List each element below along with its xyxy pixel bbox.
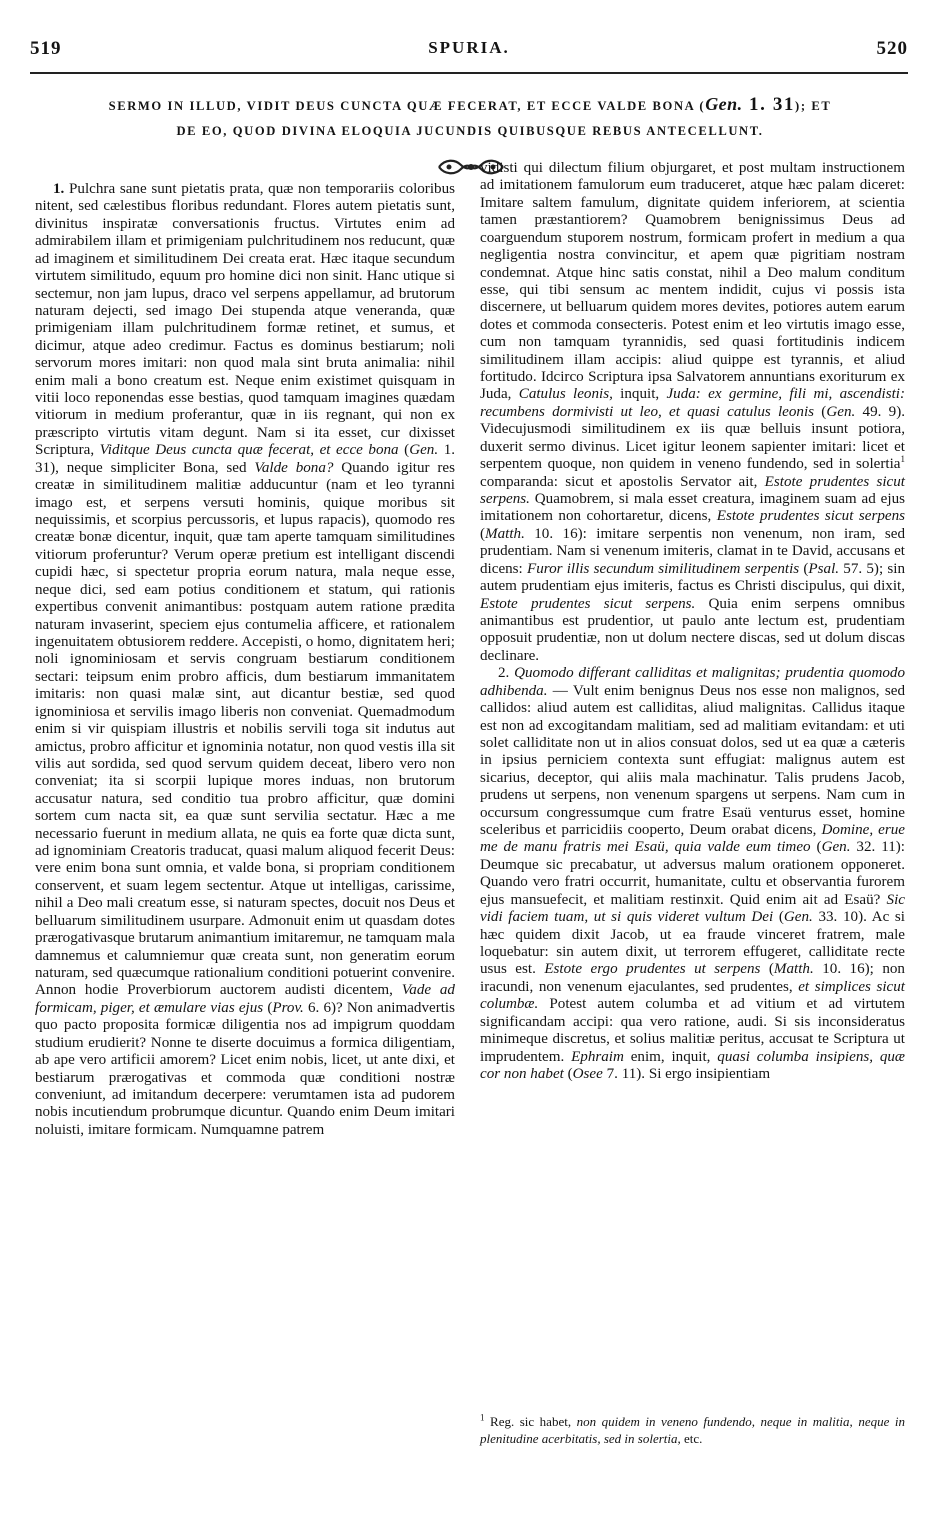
scripture-ref: Matth. <box>485 525 525 542</box>
title-line-2: DE EO, QUOD DIVINA ELOQUIA JUCUNDIS QUIBUSQUE REBUS ANTECELLUNT. <box>176 124 764 138</box>
sermon-title <box>32 92 908 144</box>
paragraph-number: 2. <box>498 665 510 682</box>
scripture-ref: Gen. <box>783 909 813 926</box>
scripture-ref: Gen. <box>821 839 851 856</box>
section-heading: Quomodo differant calliditas et malignitas; prudentia quomodo adhibenda. <box>480 665 905 699</box>
scripture-ref: Prov. <box>272 999 304 1016</box>
scripture-quote: Estote prudentes sicut serpens. <box>480 473 905 508</box>
title-ref-book: Gen. <box>705 94 743 114</box>
scripture-quote: Catulus leonis, <box>518 386 613 403</box>
scripture-quote: quasi columba insipiens, quæ cor non habet <box>480 1048 905 1082</box>
scripture-ref: Gen. <box>409 442 439 459</box>
running-title: SPURIA. <box>428 38 510 57</box>
scripture-quote: Viditque Deus cuncta quæ fecerat, et ecce bona <box>99 442 399 459</box>
paragraph-1: 1. Pulchra sane sunt pietatis prata, quæ non temporariis coloribus nitent, sed cælestibus floribus redundant. Flores autem pietatis sunt, divinitus inspiratæ conversationis fructus. Virtutes enim ad admirabilem illam et primigeniam pulchritudinem nos reducunt, quæ ad imaginem et similitudinem Dei creata erat. Hæc itaque secundum virtutem similitudo, equum pro homine dici non sinit. Hanc utique si sectemur, non jam lupus, draco vel serpens appellamur, ad brutorum naturam dejecti, sed imago Dei stupenda atque veneranda, quæ primigeniam illam pulchritudinem formæ retinet, et sumus, et dicimur, atque adeo credimur. Factus es dominus bestiarum; noli servorum mores imitari: non quod mala sint bruta animalia: nihil enim mali a bono creatum est. Neque enim existimet quisquam in vitii loco reponendas esse bestias, quod tamquam imagines quædam vitiorum in medium proferantur, quæ in iis regnant, qui non ex præscripto virtutis vitam degunt. Nam si ita esset, cur dixisset Scriptura, Viditque Deus cuncta quæ fecerat, et ecce bona (Gen. 1. 31), neque simpliciter Bona, sed Valde bona? Quando igitur res creatæ in similitudinem malitiæ adducuntur (nam et leo tyranni imago est, et serpens versuti hominis, quique moribus sit nequissimis, et scorpius percussoris, et lupus rapacis), quomodo res creatæ bonæ dicentur, inquit, quæ tam aperte tamquam similitudines vitiorum proferuntur? Verum operæ pretium est intelligant discendi cupidi hæc, si spectetur propria eorum natura, mala neque esse, neque dici, sed eam potius conditionem et statum, qui rationis expertibus convenit animantibus: postquam autem ratione prædita naturam invaserint, speciem ejus contumelia afficere, et rationalem ingenuitatem obtusiorem reddere. Accepisti, o homo, dignitatem heri; noli ignominiosam et servis congruam bestiarum conditionem sectari: teipsum enim probro afficis, dum bestiarum immanitatem imitaris: non quasi malæ sint, aut dicantur bestiæ, sed quod ignominiosa et servilis imago liberis non conveniat. Quemadmodum enim si vir quispiam illustris et nobilis servili toga sit indutus aut amictus, probro afficitur et ignominia notatur, non quod vestis illa sit vilis aut sordida, sed quod servum quidem deceat, libero vero non conveniat; ita si scorpii lupique mores induas, non brutorum accusatur natura, sed conditio tua probro afficitur, quæ domini sortem cum nacta sit, ea quæ sunt servilia sectatur. Hæc a me necessario fuerunt in medium allata, ne quis ea forte quæ dicta sunt, ad ignominiam Creatoris traducat, quasi malum aliquod fecerit Deus: vere enim bona sunt omnia, et valde bona, si propriam conditionem conservent, et suam legem sectentur. Atque ut intelligas, carissime, nihil a Deo mali creatum esse, si naturam spectes, docuit nos Deus et belluarum similitudinem usurpare. Admonuit enim ut quasdam dotes prærogativasque brutarum animantium imitaremur, ne tamquam mala damnemus et calumniemur quæ creata sunt, non generatim eorum naturam, sed quæcumque rationalium conditioni potuerint convenire. Annon hodie Proverbiorum auctorem audisti dicentem, Vade ad formicam, piger, et æmulare vias ejus (Prov. 6. 6)? Non animadvertis quo pacto proposita formicæ diligentia nos ad impigrum quoddam studium erudierit? Nonne te diserte docuimus a formica diligentiam, ab ape vero artificii amorem? Licet enim nobis, licet, ut ante dixi, et bestiarum prærogativas et commoda quæ conditioni nostræ conveniunt, ad imitandum decerpere: verumtamen ista ad pudorem nobis incutiendum probrumque dicuntur. Quando enim Deum imitari noluisti, imitare formicam. Numquamne patrem <box>35 181 456 1138</box>
scripture-quote: Ephraim <box>571 1048 624 1065</box>
paragraph-1-continued: vidisti qui dilectum filium objurgaret, et post multam instructionem ad imitationem famulorum eum traduceret, atque hæc palam diceret: Imitare saltem famulum, dignitate quidem inferiorem, at scientia tamen præstantiorem? Quamobrem benignissimus Deus ad coarguendum stuporem nostrum, formicam profert in medium a qua negligentia nostra convincitur, et apem quæ pigritiam nostram condemnat. Atque hinc satis constat, nihil a Deo malum conditum esse, qui tibi sensum ac mentem indidit, cujus vi possis ista discernere, ut belluarum quidem mores devites, potiores autem earum dotes et commoda consecteris. Potest enim et leo virtutis imago esse, cum non tamquam tyrannidis, sed quasi fortitudinis indicem similitudinem illam accipis: aliud quippe est tyrannis, et aliud fortitudo. Idcirco Scriptura ipsa Salvatorem annuntians exoriturum ex Juda, Catulus leonis, inquit, Juda: ex germine, fili mi, ascendisti: recumbens dormivisti ut leo, et quasi catulus leonis (Gen. 49. 9). Videcujusmodi similitudinem ex iis quæ belluis insunt potiora, duxerit sermo divinus. Licet igitur leonem sapienter imitari: licet et serpentem quoque, non quidem in veneno fundendo, sed in solertia$^1$ comparanda: sicut et apostolis Servator ait, Estote prudentes sicut serpens. Quamobrem, si mala esset creatura, imaginem suam ad ejus imitationem non cohortaretur, dicens, Estote prudentes sicut serpens (Matth. 10. 16): imitare serpentis non venenum, non iram, sed prudentiam. Nam si venenum imiteris, clamat in te David, accusans et dicens: Furor illis secundum similitudinem serpentis (Psal. 57. 5); sin autem prudentiam ejus imiteris, factus es Christi discipulus, qui dixit, Estote prudentes sicut serpens. Quia enim serpens omnibus animantibus est prudentior, ut paulo ante lectum est, prudentiam opposuit prudentiæ, non ut dolum nectere discas, sed ut dolum discas declinare. <box>480 160 906 664</box>
right-column <box>480 160 905 1083</box>
scripture-ref: Matth. <box>773 961 814 978</box>
scripture-quote: Furor illis secundum similitudinem serpentis <box>527 560 800 577</box>
scripture-quote: Domine, erue me de manu fratris mei Esaü, quia valde eum timeo <box>480 822 905 856</box>
paragraph-number: 1. <box>53 181 65 197</box>
scripture-quote: Estote prudentes sicut serpens. <box>480 595 696 612</box>
footnote-marker: 1 <box>900 454 905 465</box>
footnote: $^1$ Reg. sic habet, non quidem in veneno fundendo, neque in malitia, neque in plenitudine acerbitatis, sed in solertia, etc. <box>480 1412 905 1446</box>
scripture-quote: Vade ad formicam, piger, et æmulare vias ejus <box>35 982 455 1016</box>
scripture-ref: Osee <box>572 1065 603 1082</box>
footnote-number: 1 <box>480 1412 485 1423</box>
scripture-ref: Psal. <box>808 560 840 577</box>
scripture-quote: Valde bona? <box>254 459 334 476</box>
scripture-quote: Estote prudentes sicut serpens <box>716 508 905 525</box>
scripture-quote: et simplices sicut columbæ. <box>480 978 905 1013</box>
title-line-1: SERMO IN ILLUD, VIDIT DEUS CUNCTA QUÆ FECERAT, ET ECCE VALDE BONA (Gen. 1. 31); ET <box>108 94 832 115</box>
left-column <box>35 181 455 1139</box>
header-rule <box>30 72 908 74</box>
scripture-quote: Sic vidi faciem tuam, ut si quis videret vultum Dei <box>480 891 905 926</box>
scripture-quote: Estote ergo prudentes ut serpens <box>544 961 761 978</box>
paragraph-2: 2. Quomodo differant calliditas et malignitas; prudentia quomodo adhibenda. — Vult enim benignus Deus nos esse non malignos, sed callidos: aliud autem est calliditas, aliud malignitas. Callidus itaque est non ad excogitandam malitiam, sed ad malitiam evitandam: et uti solet calliditate non ut in alios consuat dolos, sed ut ea quæ a cæteris in ipsius perniciem contexta sunt effugiat: malignus autem est sicarius, deceptor, qui aliis mala machinatur. Talis prudens Jacob, prudens ut serpens, non venenum spargens ut serpens. Nam cum in occursum congressumque cum fratre Esaü venturus esset, homine sceleribus et parricidiis cooperto, Deum orabat dicens, Domine, erue me de manu fratris mei Esaü, quia valde eum timeo (Gen. 32. 11): Deumque sic precabatur, ut adversus malum orationem opponeret. Quando vero fratri occurrit, humanitate, cultu et observantia furorem ejus mansuefecit, et malitiam restinxit. Quid enim ait ad Esaü? Sic vidi faciem tuam, ut si quis videret vultum Dei (Gen. 33. 10). Ac si hæc quidem dixit Jacob, ut ea fraude vinceret fratrem, male loquebatur: sin autem dixit, ut terrorem effugeret, calliditate recte usus est. Estote ergo prudentes ut serpens (Matth. 10. 16); non iracundi, non venenum ejaculantes, sed prudentes, et simplices sicut columbæ. Potest autem columba et ad vitium et ad virtutem significandam accipi: qua vero ratione, audi. Si sis inconsideratus minimeque discretus, et solius malitiæ peritus, accusat te Scriptura ut imprudentem. Ephraim enim, inquit, quasi columba insipiens, quæ cor non habet (Osee 7. 11). Si ergo insipientiam <box>480 665 905 1082</box>
page-header <box>30 38 908 62</box>
page-number-right: 520 <box>876 38 908 59</box>
scripture-quote: Juda: ex germine, fili mi, ascendisti: recumbens dormivisti ut leo, et quasi catulus leonis <box>480 386 906 420</box>
scripture-ref: Gen. <box>826 403 856 420</box>
footnote-variant-reading: non quidem in veneno fundendo, neque in malitia, neque in plenitudine acerbitatis, sed in solertia, <box>480 1414 905 1446</box>
page-number-left: 519 <box>30 38 62 59</box>
